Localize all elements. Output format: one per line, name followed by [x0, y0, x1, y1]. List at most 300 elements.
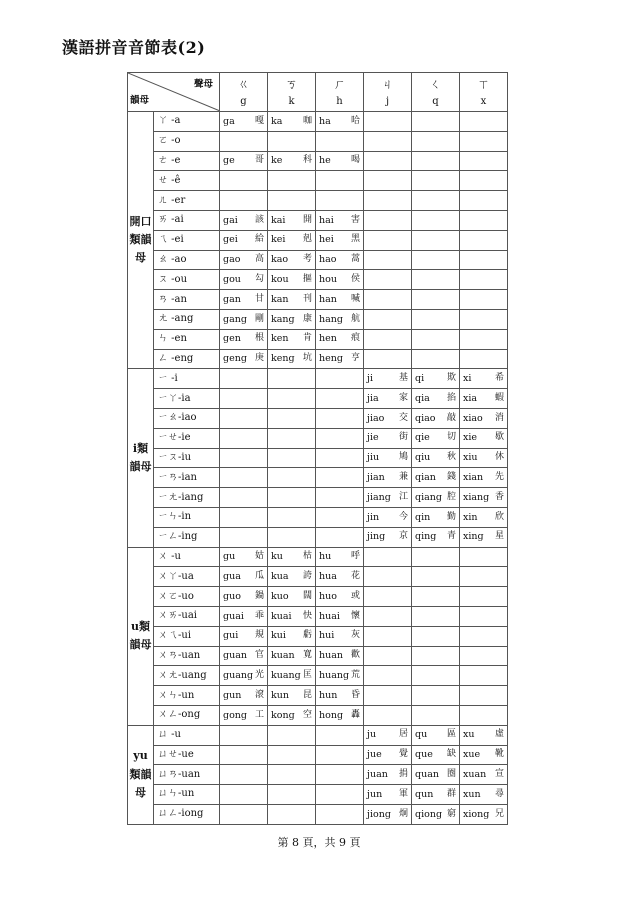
table-row — [128, 210, 508, 230]
syllable-cell — [412, 785, 460, 805]
syllable-cell — [268, 250, 316, 270]
syllable-pinyin: xie — [463, 432, 478, 444]
syllable-cell — [364, 428, 412, 448]
example-character: 勾 — [254, 274, 264, 285]
example-character: 害 — [350, 214, 360, 225]
syllable-cell — [364, 408, 412, 428]
syllable-cell — [268, 488, 316, 508]
example-character: 家 — [398, 392, 408, 403]
syllable-cell — [460, 547, 508, 567]
table-row — [128, 686, 508, 706]
syllable-cell — [268, 686, 316, 706]
syllable-cell — [460, 191, 508, 211]
syllable-cell — [316, 606, 364, 626]
syllable-cell — [364, 290, 412, 310]
syllable-pinyin: qiao — [415, 412, 436, 424]
syllable-pinyin: qi — [415, 373, 425, 384]
syllable-cell — [268, 230, 316, 250]
example-character: 缺 — [446, 749, 456, 760]
syllable-cell — [220, 507, 268, 527]
table-row — [128, 171, 508, 191]
example-character: 哥 — [254, 155, 264, 166]
syllable-cell — [316, 369, 364, 389]
final-label: ㄟ -ei — [154, 230, 220, 250]
syllable-pinyin: kuan — [271, 650, 295, 662]
syllable-pinyin: gou — [223, 274, 241, 286]
final-label: ㄧㄠ-iao — [154, 408, 220, 428]
initial-q-header: ㄑ q — [412, 73, 460, 112]
example-character: 高 — [254, 254, 264, 265]
syllable-pinyin: ha — [319, 115, 331, 127]
syllable-cell — [460, 587, 508, 607]
example-character: 香 — [494, 491, 504, 502]
syllable-cell — [220, 389, 268, 409]
example-character: 敲 — [446, 412, 456, 423]
syllable-pinyin: xing — [463, 531, 484, 543]
syllable-cell — [316, 626, 364, 646]
syllable-cell — [460, 646, 508, 666]
syllable-pinyin: xue — [463, 749, 481, 761]
syllable-pinyin: kuang — [271, 669, 301, 681]
syllable-pinyin: hei — [319, 234, 334, 246]
syllable-cell — [316, 448, 364, 468]
syllable-pinyin: que — [415, 749, 433, 761]
syllable-cell — [316, 468, 364, 488]
syllable-cell — [220, 606, 268, 626]
syllable-pinyin: guang — [223, 669, 254, 681]
syllable-cell — [460, 151, 508, 171]
final-label: ㄨㄥ-ong — [154, 705, 220, 725]
example-character: 咖 — [302, 115, 312, 126]
syllable-table — [127, 72, 508, 825]
syllable-cell — [316, 112, 364, 132]
final-label: ㄨㄤ-uang — [154, 666, 220, 686]
syllable-cell — [316, 230, 364, 250]
example-character: 痕 — [350, 333, 360, 344]
syllable-pinyin: jia — [367, 392, 379, 404]
syllable-cell — [460, 527, 508, 547]
example-character: 官 — [254, 650, 264, 661]
syllable-cell — [364, 488, 412, 508]
syllable-pinyin: xin — [463, 511, 478, 523]
syllable-cell — [364, 666, 412, 686]
syllable-cell — [316, 210, 364, 230]
syllable-cell — [268, 626, 316, 646]
syllable-cell — [364, 705, 412, 725]
example-character: 街 — [398, 432, 408, 443]
syllable-cell — [364, 646, 412, 666]
syllable-cell — [220, 587, 268, 607]
final-label: ㄧㄣ-in — [154, 507, 220, 527]
syllable-pinyin: ke — [271, 155, 283, 167]
syllable-cell — [460, 210, 508, 230]
syllable-cell — [460, 745, 508, 765]
table-row — [128, 666, 508, 686]
syllable-cell — [364, 686, 412, 706]
table-row — [128, 329, 508, 349]
example-character: 炯 — [398, 808, 408, 819]
example-character: 歡 — [350, 650, 360, 661]
final-label: ㄧㄢ-ian — [154, 468, 220, 488]
example-character: 康 — [302, 313, 312, 324]
syllable-cell — [268, 666, 316, 686]
syllable-pinyin: hu — [319, 551, 332, 563]
example-character: 先 — [494, 471, 504, 482]
final-label: ㄜ -e — [154, 151, 220, 171]
syllable-pinyin: gei — [223, 234, 238, 246]
syllable-cell — [460, 171, 508, 191]
syllable-pinyin: han — [319, 293, 337, 305]
syllable-cell — [412, 369, 460, 389]
final-label: ㄨㄚ-ua — [154, 567, 220, 587]
syllable-cell — [316, 527, 364, 547]
syllable-cell — [220, 705, 268, 725]
syllable-cell — [364, 191, 412, 211]
syllable-cell — [268, 329, 316, 349]
syllable-pinyin: jue — [367, 749, 382, 761]
example-character: 消 — [494, 412, 504, 423]
final-label: ㄧㄝ-ie — [154, 428, 220, 448]
syllable-cell — [364, 151, 412, 171]
syllable-cell — [268, 705, 316, 725]
table-row — [128, 389, 508, 409]
syllable-pinyin: ku — [271, 551, 283, 563]
syllable-cell — [316, 250, 364, 270]
syllable-cell — [460, 270, 508, 290]
syllable-pinyin: guo — [223, 590, 241, 602]
table-row — [128, 587, 508, 607]
syllable-cell — [268, 468, 316, 488]
syllable-cell — [220, 547, 268, 567]
example-character: 摳 — [302, 274, 312, 285]
example-character: 剋 — [302, 234, 312, 245]
syllable-pinyin: jie — [367, 432, 379, 444]
final-group-label: u類韻母 — [128, 547, 154, 725]
example-character: 區 — [446, 729, 456, 740]
syllable-pinyin: gai — [223, 214, 238, 226]
example-character: 休 — [494, 452, 504, 463]
syllable-cell — [316, 408, 364, 428]
syllable-pinyin: hao — [319, 254, 337, 266]
syllable-cell — [412, 408, 460, 428]
page-footer: 第 8 頁，共 9 頁 — [277, 836, 361, 849]
example-character: 江 — [398, 491, 408, 502]
syllable-pinyin: xiao — [463, 412, 483, 424]
example-character: 群 — [446, 788, 456, 799]
table-row — [128, 606, 508, 626]
syllable-cell — [364, 309, 412, 329]
syllable-cell — [364, 507, 412, 527]
syllable-cell — [268, 408, 316, 428]
syllable-cell — [412, 666, 460, 686]
syllable-pinyin: hai — [319, 214, 334, 226]
syllable-cell — [412, 171, 460, 191]
syllable-cell — [460, 250, 508, 270]
syllable-cell — [412, 112, 460, 132]
syllable-cell — [268, 507, 316, 527]
syllable-cell — [460, 507, 508, 527]
syllable-pinyin: xiu — [463, 452, 478, 464]
table-row — [128, 131, 508, 151]
syllable-pinyin: xiong — [463, 808, 490, 820]
initial-x-header: ㄒ x — [460, 73, 508, 112]
syllable-cell — [316, 705, 364, 725]
syllable-cell — [220, 250, 268, 270]
syllable-cell — [316, 329, 364, 349]
final-label: ㄨㄟ-ui — [154, 626, 220, 646]
syllable-cell — [220, 131, 268, 151]
example-character: 闊 — [302, 590, 312, 601]
syllable-cell — [460, 804, 508, 824]
syllable-cell — [220, 785, 268, 805]
syllable-cell — [364, 547, 412, 567]
table-row — [128, 705, 508, 725]
syllable-cell — [460, 705, 508, 725]
syllable-cell — [268, 191, 316, 211]
syllable-cell — [460, 369, 508, 389]
syllable-cell — [268, 151, 316, 171]
syllable-cell — [460, 329, 508, 349]
syllable-cell — [364, 448, 412, 468]
example-character: 哈 — [350, 115, 360, 126]
syllable-pinyin: keng — [271, 353, 295, 365]
syllable-cell — [460, 765, 508, 785]
syllable-cell — [316, 666, 364, 686]
syllable-cell — [412, 646, 460, 666]
syllable-cell — [364, 131, 412, 151]
final-label: ㄦ -er — [154, 191, 220, 211]
syllable-cell — [412, 151, 460, 171]
syllable-cell — [364, 587, 412, 607]
example-character: 開 — [302, 214, 312, 225]
syllable-cell — [220, 745, 268, 765]
syllable-cell — [460, 131, 508, 151]
shengmu-label: 聲母 — [193, 79, 213, 90]
example-character: 基 — [398, 373, 408, 383]
syllable-cell — [460, 725, 508, 745]
table-row — [128, 745, 508, 765]
syllable-cell — [220, 171, 268, 191]
syllable-cell — [460, 112, 508, 132]
example-character: 靴 — [494, 749, 504, 760]
example-character: 甘 — [254, 293, 264, 304]
example-character: 兼 — [398, 471, 408, 482]
syllable-cell — [220, 210, 268, 230]
syllable-cell — [412, 428, 460, 448]
syllable-cell — [460, 606, 508, 626]
example-character: 欣 — [494, 511, 504, 522]
syllable-cell — [316, 309, 364, 329]
syllable-cell — [460, 666, 508, 686]
syllable-cell — [316, 290, 364, 310]
example-character: 肯 — [302, 333, 312, 344]
final-label: ㄧㄡ-iu — [154, 448, 220, 468]
syllable-cell — [220, 428, 268, 448]
table-row — [128, 527, 508, 547]
syllable-cell — [364, 250, 412, 270]
example-character: 滾 — [254, 689, 264, 700]
example-character: 規 — [254, 630, 264, 641]
initial-k-header: ㄎ k — [268, 73, 316, 112]
example-character: 坑 — [302, 353, 312, 364]
syllable-pinyin: gen — [223, 333, 241, 345]
final-label: ㄩㄣ-un — [154, 785, 220, 805]
syllable-cell — [412, 488, 460, 508]
syllable-pinyin: gan — [223, 293, 241, 305]
syllable-pinyin: kou — [271, 274, 289, 286]
syllable-cell — [316, 171, 364, 191]
syllable-cell — [412, 270, 460, 290]
syllable-cell — [364, 389, 412, 409]
syllable-cell — [460, 448, 508, 468]
example-character: 居 — [398, 729, 408, 740]
syllable-pinyin: gua — [223, 570, 241, 582]
syllable-pinyin: hen — [319, 333, 337, 345]
syllable-cell — [268, 389, 316, 409]
syllable-cell — [316, 547, 364, 567]
syllable-cell — [268, 547, 316, 567]
syllable-cell — [460, 290, 508, 310]
final-label: ㄚ -a — [154, 112, 220, 132]
syllable-cell — [316, 507, 364, 527]
syllable-cell — [460, 785, 508, 805]
example-character: 錢 — [446, 471, 456, 482]
example-character: 昏 — [350, 689, 360, 700]
example-character: 軍 — [398, 788, 408, 799]
table-row — [128, 151, 508, 171]
example-character: 姑 — [254, 551, 264, 562]
example-character: 刊 — [302, 293, 312, 304]
syllable-cell — [364, 804, 412, 824]
table-row — [128, 765, 508, 785]
syllable-cell — [316, 191, 364, 211]
syllable-cell — [220, 626, 268, 646]
final-label: ㄢ -an — [154, 290, 220, 310]
syllable-cell — [460, 468, 508, 488]
syllable-cell — [460, 626, 508, 646]
table-row — [128, 488, 508, 508]
table-row — [128, 191, 508, 211]
syllable-pinyin: hang — [319, 313, 343, 325]
syllable-cell — [268, 171, 316, 191]
syllable-cell — [316, 488, 364, 508]
example-character: 根 — [254, 333, 264, 344]
syllable-pinyin: gang — [223, 313, 247, 325]
syllable-pinyin: gao — [223, 254, 241, 266]
syllable-cell — [364, 626, 412, 646]
syllable-pinyin: kuo — [271, 590, 289, 602]
example-character: 交 — [398, 412, 408, 423]
table-row — [128, 250, 508, 270]
syllable-cell — [412, 745, 460, 765]
example-character: 乖 — [254, 610, 264, 621]
syllable-cell — [460, 349, 508, 369]
syllable-cell — [220, 329, 268, 349]
example-character: 虧 — [302, 630, 312, 641]
syllable-cell — [220, 151, 268, 171]
example-character: 工 — [254, 709, 264, 720]
example-character: 光 — [254, 669, 264, 680]
syllable-pinyin: xun — [463, 788, 481, 800]
syllable-cell — [364, 171, 412, 191]
syllable-cell — [364, 765, 412, 785]
final-label: ㄩㄝ-ue — [154, 745, 220, 765]
final-label: ㄠ -ao — [154, 250, 220, 270]
syllable-cell — [412, 210, 460, 230]
final-label: ㄥ -eng — [154, 349, 220, 369]
syllable-cell — [220, 567, 268, 587]
syllable-cell — [220, 488, 268, 508]
syllable-cell — [316, 131, 364, 151]
syllable-cell — [412, 191, 460, 211]
syllable-pinyin: ju — [367, 729, 377, 741]
syllable-cell — [316, 270, 364, 290]
syllable-cell — [364, 468, 412, 488]
syllable-cell — [316, 428, 364, 448]
syllable-cell — [460, 686, 508, 706]
example-character: 尋 — [494, 788, 504, 799]
syllable-pinyin: qin — [415, 511, 431, 523]
table-row — [128, 725, 508, 745]
table-row — [128, 448, 508, 468]
initial-g-header: ㄍ g — [220, 73, 268, 112]
syllable-cell — [268, 309, 316, 329]
syllable-cell — [268, 270, 316, 290]
syllable-pinyin: gun — [223, 689, 242, 701]
syllable-cell — [364, 725, 412, 745]
syllable-cell — [268, 112, 316, 132]
example-character: 亨 — [350, 353, 360, 364]
syllable-cell — [364, 112, 412, 132]
syllable-pinyin: guan — [223, 650, 247, 662]
example-character: 呼 — [350, 551, 360, 562]
syllable-cell — [412, 309, 460, 329]
syllable-pinyin: geng — [223, 353, 247, 365]
example-character: 考 — [302, 254, 312, 265]
syllable-pinyin: kua — [271, 570, 289, 582]
syllable-pinyin: jiong — [367, 808, 391, 820]
syllable-cell — [412, 606, 460, 626]
syllable-cell — [220, 309, 268, 329]
syllable-cell — [268, 606, 316, 626]
syllable-cell — [412, 547, 460, 567]
syllable-pinyin: qiang — [415, 491, 442, 503]
example-character: 庚 — [254, 353, 264, 364]
example-character: 昆 — [302, 689, 312, 700]
syllable-cell — [220, 765, 268, 785]
syllable-cell — [316, 349, 364, 369]
table-row — [128, 349, 508, 369]
syllable-pinyin: ge — [223, 155, 235, 167]
syllable-pinyin: ken — [271, 333, 289, 345]
table-body — [128, 112, 508, 825]
example-character: 喊 — [350, 293, 360, 304]
syllable-cell — [364, 606, 412, 626]
syllable-pinyin: hua — [319, 570, 337, 582]
example-character: 喝 — [350, 155, 360, 166]
syllable-cell — [364, 230, 412, 250]
syllable-cell — [268, 448, 316, 468]
example-character: 圈 — [446, 768, 456, 779]
syllable-cell — [412, 349, 460, 369]
syllable-cell — [412, 804, 460, 824]
syllable-cell — [412, 527, 460, 547]
example-character: 虛 — [494, 729, 504, 740]
final-label: ㄡ -ou — [154, 270, 220, 290]
syllable-pinyin: jing — [367, 531, 386, 543]
example-character: 懷 — [350, 610, 360, 621]
syllable-cell — [316, 567, 364, 587]
